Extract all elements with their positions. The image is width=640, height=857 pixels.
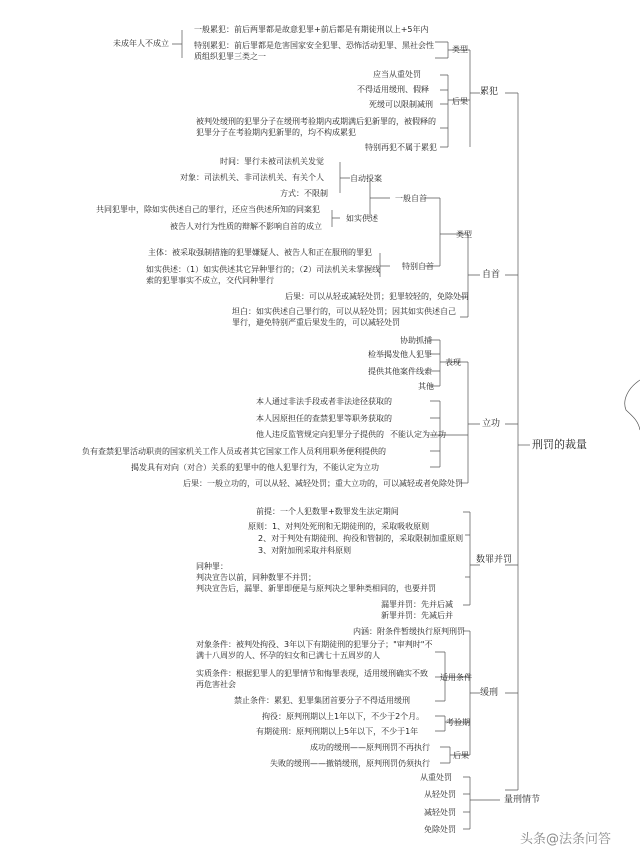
circumstance-4: 免除处罚 [424,825,456,834]
branch-combined[interactable]: 数罪并罚 [476,555,513,565]
recidivism-consequence-label[interactable]: 后果 [452,97,468,106]
circumstance-3: 减轻处罚 [424,808,456,817]
surrender-result: 后果：可以从轻或减轻处罚；犯罪较轻的，免除处罚 [285,292,469,301]
watermark: 头条@法条问答 [520,832,612,847]
combined-same-1: 判决宣告以前，同种数罪不并罚； [196,573,316,582]
circumstance-1: 从重处罚 [420,773,452,782]
surrender-general-label[interactable]: 一般自首 [395,194,427,203]
surrender-truth-label[interactable]: 如实供述 [346,214,378,223]
probation-cond-object: 对象条件：被判处拘役、3年以下有期徒刑的犯罪分子；"审判时"不满十八周岁的人、怀孕的妇女和已满七十五周岁的人 [196,640,433,660]
recidivism-minor-note: 未成年人不成立 [113,39,169,48]
combined-new: 新罪并罚：先减后并 [381,611,453,620]
branch-merit[interactable]: 立功 [482,419,501,429]
surrender-method: 方式：不限制 [280,189,328,198]
merit-not-label[interactable]: 不能认定为立功 [390,430,446,439]
recidivism-special: 特别累犯：前后罪都是危害国家安全犯罪、恐怖活动犯罪、黑社会性质组织犯罪三类之一 [194,41,434,61]
merit-performance-label[interactable]: 表现 [445,358,461,367]
merit-perf-3: 提供其他案件线索 [368,367,432,376]
merit-not-5: 揭发具有对向（对合）关系的犯罪中的他人犯罪行为，不能认定为立功 [131,463,379,472]
probation-period-1: 拘役：原判刑期以上1年以下，不少于2个月。 [262,712,425,721]
probation-content: 内涵：附条件暂缓执行原判刑罚 [353,627,465,636]
probation-cond-substance: 实质条件：根据犯罪人的犯罪情节和悔罪表现，适用缓刑确实不致再危害社会 [196,669,428,689]
merit-perf-1: 协助抓捕 [400,336,432,345]
surrender-truth-2: 被告人对行为性质的辩解不影响自首的成立 [170,222,322,231]
surrender-object: 对象：司法机关、非司法机关、有关个人 [180,173,324,182]
probation-result-2: 失败的缓刑——撤销缓刑，原判刑罚仍须执行 [270,759,430,768]
probation-period-2: 有期徒刑：原判刑期以上5年以下，不少于1年 [256,727,419,736]
surrender-truth-3: 如实供述：（1）如实供述其它异种罪行的；（2）司法机关未掌握线索的犯罪事实不成立，交代同种罪行 [146,265,381,285]
merit-not-2: 本人因原担任的查禁犯罪等职务获取的 [256,414,392,423]
probation-result-1: 成功的缓刑——原判刑罚不再执行 [310,743,430,752]
combined-missed: 漏罪并罚：先并后减 [381,600,453,609]
root-node[interactable]: 刑罚的裁量 [532,438,587,451]
merit-perf-4: 其他 [418,382,434,391]
surrender-time: 时间：罪行未被司法机关发觉 [220,157,324,166]
recidivism-consequence-1: 应当从重处罚 [373,70,421,79]
branch-circumstances[interactable]: 量刑情节 [504,795,541,805]
surrender-confess: 坦白：如实供述自己罪行的，可以从轻处罚；因其如实供述自己罪行，避免特别严重后果发生的，可以减轻处罚 [232,307,456,327]
merit-perf-2: 检举揭发他人犯罪 [368,350,432,359]
branch-recidivism[interactable]: 累犯 [480,87,499,97]
combined-principle-1: 原则：1、对判处死刑和无期徒刑的，采取吸收原则 [248,522,430,531]
probation-cond-label[interactable]: 适用条件 [440,673,472,682]
surrender-auto-label[interactable]: 自动投案 [350,174,382,183]
combined-same-2: 判决宣告后，漏罪、新罪即便是与原判决之罪种类相同的，也要并罚 [196,584,436,593]
surrender-truth-1: 共同犯罪中，除如实供述自己的罪行，还应当供述所知的同案犯 [96,205,320,214]
merit-not-3: 他人违反监管规定向犯罪分子提供的 [256,430,384,439]
merit-result: 后果：一般立功的，可以从轻、减轻处罚；重大立功的，可以减轻或者免除处罚 [183,479,463,488]
surrender-type-label[interactable]: 类型 [456,230,472,239]
merit-not-4: 负有查禁犯罪活动职责的国家机关工作人员或者其它国家工作人员利用职务便利提供的 [82,447,386,456]
surrender-special-label[interactable]: 特别自首 [402,262,434,271]
surrender-subject: 主体：被采取强制措施的犯罪嫌疑人、被告人和正在服刑的罪犯 [148,248,372,257]
circumstance-2: 从轻处罚 [424,790,456,799]
recidivism-probation-note: 被判处缓刑的犯罪分子在缓刑考验期内或期满后犯新罪的，被假释的犯罪分子在考验期内犯新罪的，均不构成累犯 [196,117,436,137]
probation-result-label[interactable]: 后果 [453,751,469,760]
probation-period-label[interactable]: 考验期 [446,718,470,727]
merit-not-1: 本人通过非法手段或者非法途径获取的 [256,397,392,406]
recidivism-type-label[interactable]: 类型 [452,45,468,54]
recidivism-consequence-3: 死缓可以限制减刑 [369,100,433,109]
branch-surrender[interactable]: 自首 [482,270,501,280]
combined-principle-2: 2、对于判处有期徒刑、拘役和管制的，采取限制加重原则 [258,534,464,543]
combined-premise: 前提：一个人犯数罪+数罪发生法定期间 [256,507,399,516]
probation-cond-ban: 禁止条件：累犯、犯罪集团首要分子不得适用缓刑 [234,696,410,705]
recidivism-consequence-2: 不得适用缓刑、假释 [357,85,429,94]
recidivism-special-recid: 特别再犯不属于累犯 [365,143,437,152]
combined-principle-3: 3、对附加刑采取并科原则 [258,546,352,555]
combined-same-label: 同种罪： [196,562,228,571]
branch-probation[interactable]: 缓刑 [480,688,499,698]
recidivism-general: 一般累犯：前后两罪都是故意犯罪+前后都是有期徒刑以上+5年内 [194,25,429,34]
